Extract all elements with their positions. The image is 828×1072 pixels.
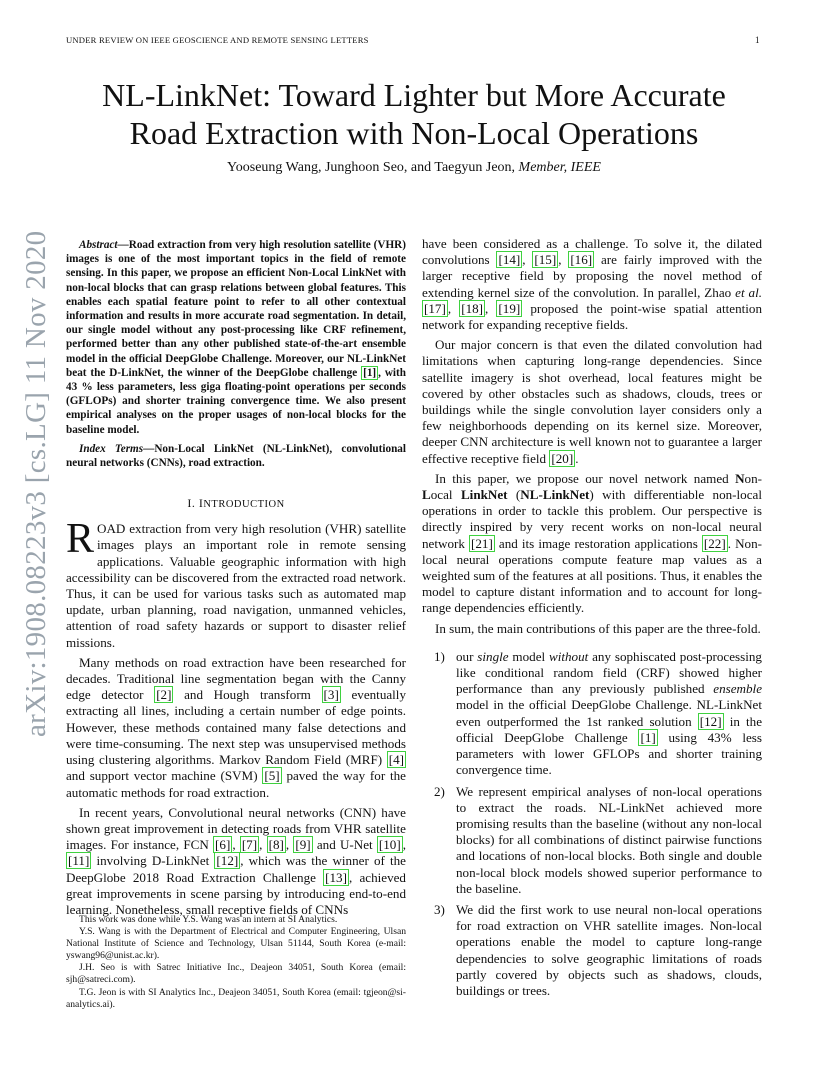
drop-cap: R [66, 516, 95, 563]
citation-link[interactable]: [12] [699, 713, 722, 729]
citation-link[interactable]: [19] [498, 300, 521, 316]
text-run: We represent empirical analyses of non-local operations to extract the roads. NL-LinkNet achieved more promising results than the baseline (without any non-local blocks) for all combinations of distinct pairwise functions and locations of non-local blocks. Both single and double non-local block models showed superior performance to the baseline. [456, 783, 762, 896]
footnote-4: T.G. Jeon is with SI Analytics Inc., Deajeon 34051, South Korea (email: tgjeon@si-analytics.ai). [66, 986, 406, 1010]
intro-paragraph-1 [66, 516, 406, 651]
text-run: Our major concern is that even the dilated convolution had limitations when capturing long-range dependencies. Since satellite imagery is shot overhead, local features might be covered by other obstacles such as shadows, clouds, trees or buildings while the single convolution layer considers only a few neighborhoods depending on its kernel size. Moreover, deeper CNN architecture is well known not to guarantee a larger effective receptive field [422, 337, 762, 466]
text-run: NL-LinkNet [520, 487, 590, 503]
citation-link[interactable]: [16] [570, 252, 593, 268]
list-number: 3) [434, 901, 445, 917]
text-run: , which was the winner of the DeepGlobe 2018 Road Extraction Challenge [66, 853, 406, 885]
text-run: are fairly improved with the larger receptive field by proposing the novel method of extending kernel size of the convolution. In parallel, Zhao [422, 252, 762, 300]
list-number: 1) [434, 648, 445, 664]
index-terms-text: —Non-Local LinkNet (NL-LinkNet), convolutional neural networks (CNNs), road extraction. [66, 442, 406, 470]
text-run: , [259, 837, 267, 853]
text-run: involving D-LinkNet [91, 853, 215, 869]
section-numeral: I. [187, 496, 199, 511]
footnotes [66, 914, 406, 1011]
arxiv-stamp [18, 230, 54, 737]
text-run: our [456, 648, 478, 664]
text-run: ( [507, 487, 521, 503]
text-run: , [522, 252, 533, 268]
author-membership: Member, IEEE [518, 160, 601, 175]
list-item [422, 902, 762, 999]
list-item [422, 649, 762, 779]
citation-link[interactable]: [10] [378, 837, 401, 853]
text-run: , achieved great improvements in scene parsing by introducing end-to-end learning. Nonetheless, small receptive fields of CNNs [66, 869, 406, 917]
title-line-1: NL-LinkNet: Toward Lighter but More Accurate [102, 77, 726, 113]
citation-link[interactable]: [18] [461, 300, 484, 316]
citation-link[interactable]: [5] [264, 768, 280, 784]
text-run: model in the official DeepGlobe Challenge. NL-LinkNet even outperformed the 1st ranked solution [456, 697, 762, 729]
list-item [422, 784, 762, 897]
section-heading-introduction [66, 496, 406, 511]
right-column [422, 236, 762, 1004]
citation-link[interactable]: [22] [703, 535, 726, 551]
text-run: Many methods on road extraction have been researched for decades. Traditional line segmentation began with the Canny edge detector [66, 654, 406, 703]
citation-link[interactable]: [4] [388, 752, 404, 768]
text-run: on- [744, 470, 762, 486]
paper-title [40, 76, 788, 152]
authors [40, 160, 788, 176]
text-run: LinkNet [460, 487, 508, 503]
abstract-text: —Road extraction from very high resolution satellite (VHR) images is one of the most important topics in the field of remote sensing. In this paper, we propose an efficient Non-Local LinkNet with non-local blocks that can grasp relations between global features. This enables each spatial feature point to refer to all other contextual information and results in more accurate road segmentation. In detail, our single model without any post-processing like CRF refinement, performed better than any other published state-of-the-art ensemble model in the official DeepGlobe Challenge. Moreover, our NL-LinkNet beat the D-LinkNet, the winner of the DeepGlobe challenge [66, 239, 406, 379]
footnote-2: Y.S. Wang is with the Department of Electrical and Computer Engineering, Ulsan National Institute of Science and Technology, Ulsan 51144, South Korea (e-mail: yswang96@unist.ac.kr). [66, 926, 406, 962]
text-run: . [575, 450, 579, 466]
left-column [66, 238, 406, 918]
intro-paragraph-3 [66, 805, 406, 918]
text-run: and support vector machine (SVM) [66, 768, 263, 784]
text-run: et al. [735, 284, 762, 300]
text-run: single [477, 648, 509, 664]
contributions-list [422, 649, 762, 999]
citation-link[interactable]: [3] [323, 687, 339, 703]
citation-link[interactable]: [13] [325, 869, 347, 885]
citation-link[interactable]: [9] [295, 837, 311, 853]
text-run: In this paper, we propose our novel network named [435, 470, 736, 486]
right-paragraph-1 [422, 236, 762, 333]
citation-link[interactable]: [11] [68, 853, 90, 869]
text-run: and U-Net [312, 837, 377, 853]
text-run: , [232, 837, 240, 853]
abstract [66, 238, 406, 437]
text-run: , [285, 837, 294, 853]
text-run: and Hough transform [173, 687, 322, 703]
right-paragraph-2 [422, 337, 762, 467]
section-title-first-letter: I [198, 496, 204, 511]
citation-link[interactable]: [15] [534, 252, 557, 268]
citation-link[interactable]: [20] [551, 450, 574, 466]
abstract-lead: Abstract [79, 239, 118, 251]
citation-link[interactable]: [7] [241, 837, 258, 853]
author-names: Yooseung Wang, Junghoon Seo, and Taegyun Jeon, [227, 160, 516, 175]
right-paragraph-3 [422, 471, 762, 617]
footnote-1: This work was done while Y.S. Wang was an intern at SI Analytics. [79, 914, 338, 925]
citation-link[interactable]: [8] [268, 837, 284, 853]
section-title-rest: NTRODUCTION [203, 499, 285, 511]
citation-link[interactable]: [14] [498, 252, 521, 268]
text-run: . Non-local neural operations compute feature map values as a weighted sum of the features at all positions. Thus, it enables the model to capture distant information and to account for long-range dependencies efficiently. [422, 535, 762, 616]
citation-link[interactable]: [1] [363, 366, 377, 379]
intro-p1-text: OAD extraction from very high resolution (VHR) satellite images plays an important role in remote sensing applications. Valuable geographic information with high accessibility can be discovered from the extracted road network. Thus, it can be used for various tasks such as automated map update, urban planning, road navigation, unmanned vehicles, attention of road safety hazards or support to disaster relief missions. [66, 521, 406, 650]
text-run: ensemble [713, 681, 762, 697]
title-line-2: Road Extraction with Non-Local Operations [129, 115, 699, 151]
text-run: model [508, 648, 549, 664]
text-run: paved the way for the automatic methods for road extraction. [66, 768, 406, 800]
text-run: in the official DeepGlobe Challenge [456, 713, 763, 745]
footnote-3: J.H. Seo is with Satrec Initiative Inc., Deajeon 34051, South Korea (email: sjh@satreci.com). [66, 962, 406, 986]
right-paragraph-4: In sum, the main contributions of this paper are the three-fold. [435, 620, 761, 636]
text-run: In recent years, Convolutional neural networks (CNN) have shown great improvement in detecting roads from VHR satellite images. For instance, FCN [66, 804, 406, 853]
citation-link[interactable]: [21] [471, 535, 493, 551]
arxiv-stamp-text: arXiv:1908.08223v3 [cs.LG] 11 Nov 2020 [20, 230, 52, 737]
text-run: eventually extracting all lines, including a certain number of edge points. However, these methods contained many false detections and were time-consuming. The next step was unsupervised methods using clustering algorithms. Markov Random Field (MRF) [66, 687, 406, 768]
text-run: and its image restoration applications [494, 535, 702, 551]
text-run: have been considered as a challenge. To solve it, the dilated convolutions [422, 236, 762, 268]
text-run: N [735, 470, 745, 486]
citation-link[interactable]: [1] [640, 729, 656, 745]
text-run: L [422, 487, 431, 503]
citation-link[interactable]: [2] [156, 687, 172, 703]
text-run: any sophiscated post-processing like conditional random field (CRF) showed higher performance than any previously published [456, 648, 762, 697]
text-run: ocal [430, 487, 461, 503]
list-number: 2) [434, 783, 445, 799]
text-run: without [548, 648, 589, 664]
text-run: , [485, 300, 497, 316]
citation-link[interactable]: [6] [215, 837, 231, 853]
text-run: We did the first work to use neural non-local operations for road extraction on VHR satellite images. Non-local operations enable the model to capture long-range dependencies to solve geographic limitations of roads partly covered by objects such as shadows, clouds, buildings or trees. [456, 901, 762, 998]
text-run: , [402, 837, 406, 853]
text-run: , [447, 300, 460, 316]
page-number: 1 [755, 35, 760, 45]
citation-link[interactable]: [12] [216, 853, 239, 869]
citation-link[interactable]: [17] [424, 300, 446, 316]
text-run: ) with differentiable non-local operations in order to tackle this problem. Our perspective is directly inspired by very recent works on non-local neural network [422, 487, 762, 551]
index-terms-lead: Index Terms [79, 442, 144, 455]
intro-paragraph-2 [66, 655, 406, 801]
running-head: UNDER REVIEW ON IEEE GEOSCIENCE AND REMOTE SENSING LETTERS [66, 35, 369, 45]
abstract-text-end: , with 43 % less parameters, less giga floating-point operations per seconds (GFLOPs) and shorter training convergence time. We also present empirical analyses on the proper usages of non-local blocks for the baseline model. [66, 366, 406, 436]
text-run: , [558, 252, 569, 268]
index-terms [66, 442, 406, 470]
text-run: proposed the point-wise spatial attention network for expanding receptive fields. [422, 300, 763, 333]
text-run: using 43% less parameters with lower GFLOPs and shorter training convergence time. [456, 729, 762, 778]
